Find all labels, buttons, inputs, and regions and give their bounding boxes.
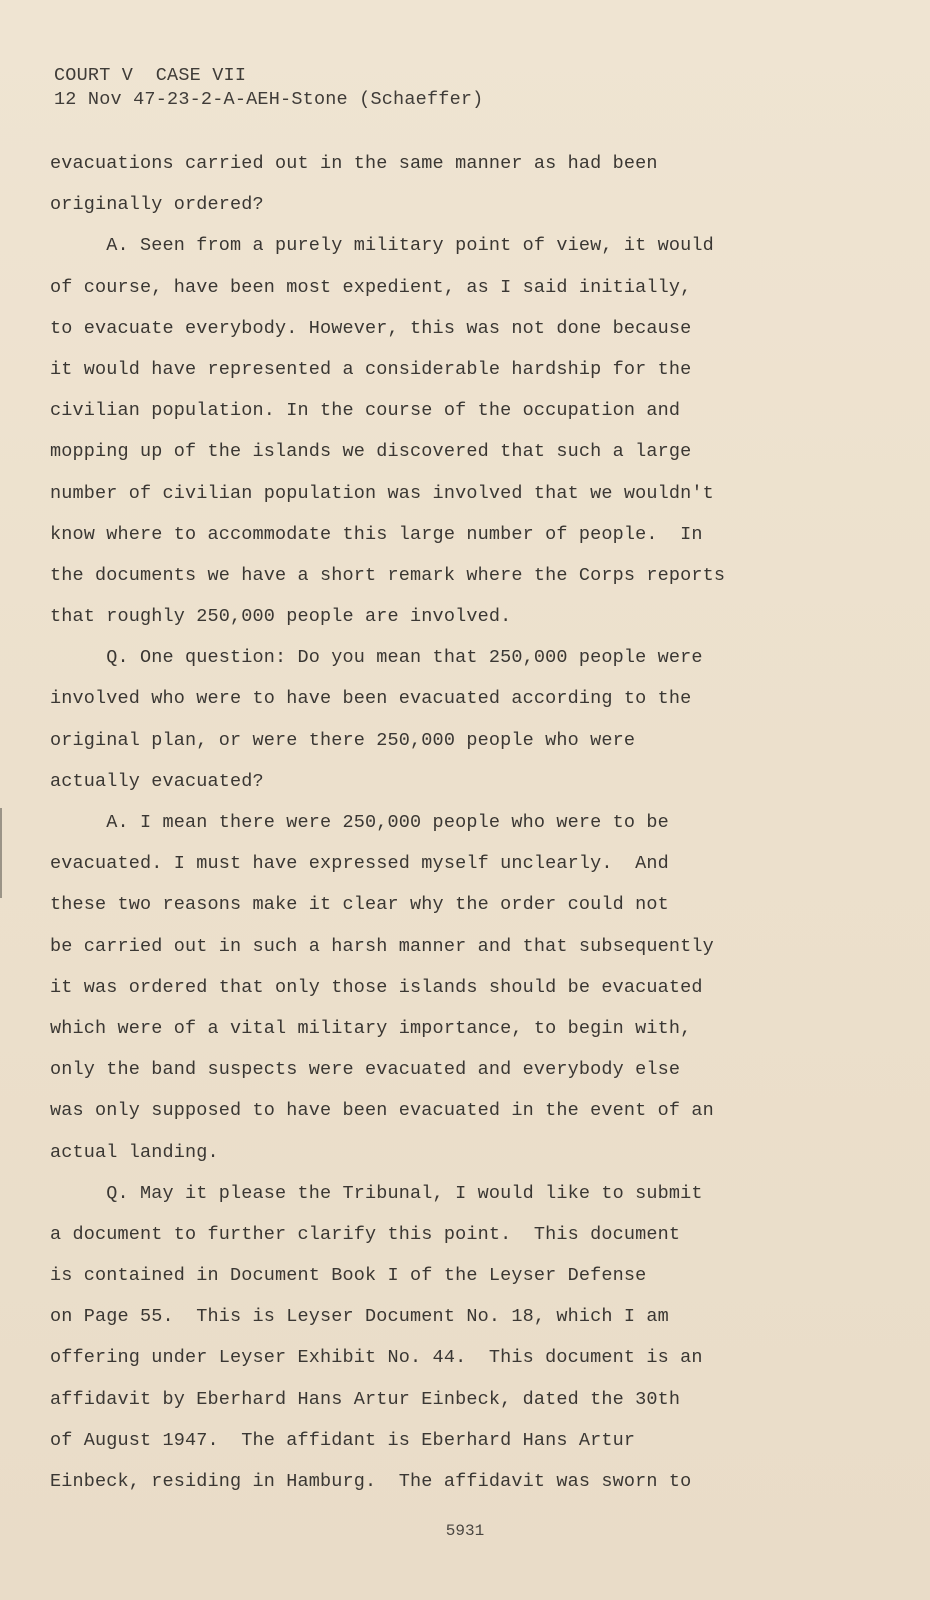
text-line: know where to accommodate this large number of people. In bbox=[50, 523, 703, 545]
text-line: originally ordered? bbox=[50, 194, 264, 216]
text-line: evacuations carried out in the same manner as had been bbox=[50, 153, 658, 174]
text-line: number of civilian population was involved that we wouldn't bbox=[50, 482, 714, 504]
text-line: mopping up of the islands we discovered that such a large bbox=[50, 441, 692, 463]
document-header bbox=[54, 64, 483, 112]
text-line: that roughly 250,000 people are involved. bbox=[50, 606, 512, 628]
text-line: Q. One question: Do you mean that 250,000 people were bbox=[50, 647, 703, 669]
text-line: actual landing. bbox=[50, 1141, 219, 1163]
text-line: a document to further clarify this point. This document bbox=[50, 1223, 681, 1245]
text-line: it would have represented a considerable hardship for the bbox=[50, 358, 692, 380]
text-line: offering under Leyser Exhibit No. 44. This document is an bbox=[50, 1347, 703, 1369]
text-line: the documents we have a short remark where the Corps reports bbox=[50, 564, 726, 586]
text-line: A. Seen from a purely military point of view, it would bbox=[50, 235, 714, 257]
page-number: 5931 bbox=[445, 1522, 485, 1540]
text-line: original plan, or were there 250,000 people who were bbox=[50, 729, 636, 751]
margin-mark bbox=[0, 808, 2, 898]
text-line: affidavit by Eberhard Hans Artur Einbeck, dated the 30th bbox=[50, 1388, 681, 1410]
header-reference-line: 12 Nov 47-23-2-A-AEH-Stone (Schaeffer) bbox=[54, 89, 484, 110]
header-case-line: COURT V CASE VII bbox=[54, 65, 247, 86]
text-line: actually evacuated? bbox=[50, 770, 264, 792]
text-line: of August 1947. The affidant is Eberhard Hans Artur bbox=[50, 1429, 636, 1451]
text-line: on Page 55. This is Leyser Document No. 18, which I am bbox=[50, 1306, 669, 1328]
text-line: to evacuate everybody. However, this was not done because bbox=[50, 317, 692, 339]
text-line: Q. May it please the Tribunal, I would like to submit bbox=[50, 1182, 703, 1204]
text-line: of course, have been most expedient, as I said initially, bbox=[50, 276, 692, 298]
text-line: involved who were to have been evacuated according to the bbox=[50, 688, 692, 710]
text-line: be carried out in such a harsh manner and that subsequently bbox=[50, 935, 714, 957]
text-line: is contained in Document Book I of the Leyser Defense bbox=[50, 1265, 647, 1287]
text-line: was only supposed to have been evacuated in the event of an bbox=[50, 1100, 714, 1122]
text-line: it was ordered that only those islands should be evacuated bbox=[50, 976, 703, 998]
text-line: A. I mean there were 250,000 people who were to be bbox=[50, 812, 669, 833]
text-line: civilian population. In the course of the occupation and bbox=[50, 400, 681, 422]
text-line: Einbeck, residing in Hamburg. The affidavit was sworn to bbox=[50, 1471, 692, 1492]
text-line: these two reasons make it clear why the order could not bbox=[50, 894, 669, 916]
text-line: evacuated. I must have expressed myself unclearly. And bbox=[50, 853, 669, 875]
text-line: which were of a vital military importance, to begin with, bbox=[50, 1017, 692, 1039]
text-line: only the band suspects were evacuated and everybody else bbox=[50, 1059, 681, 1081]
transcript-body bbox=[50, 143, 880, 1502]
